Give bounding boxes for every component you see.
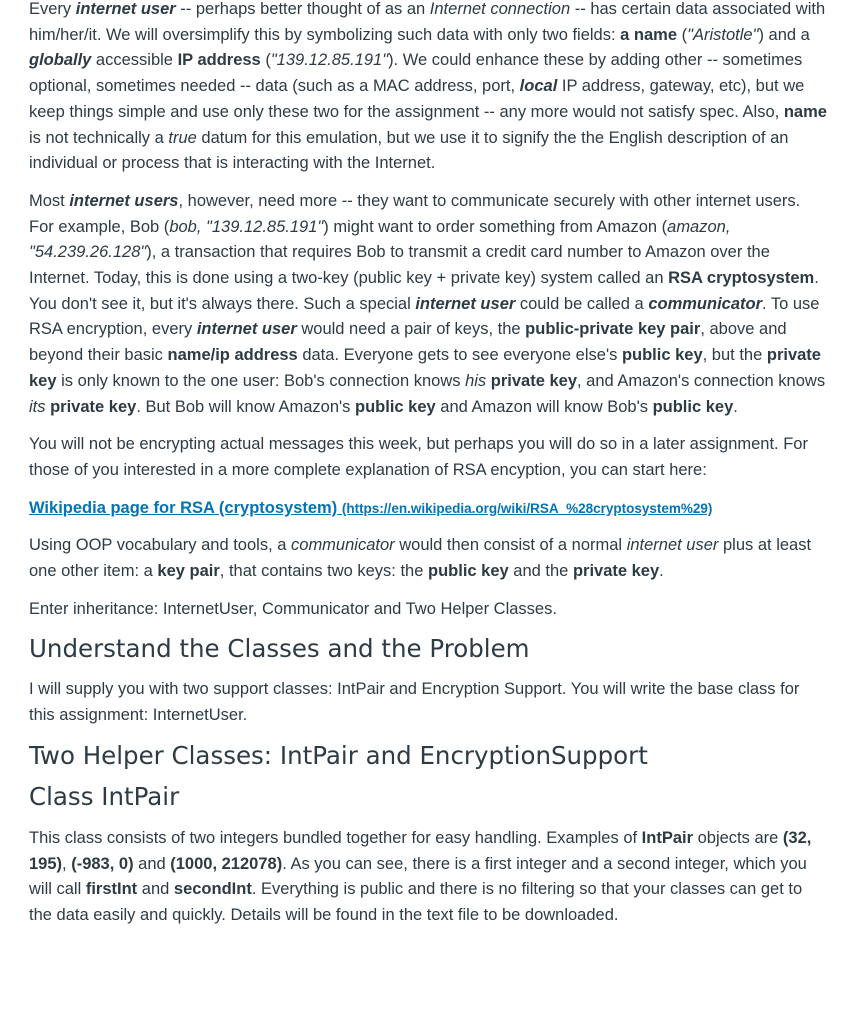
text-run: internet user [196,320,297,339]
text-run: local [519,77,558,96]
text-run: ) might want to order something from Amazon ( [323,217,668,236]
text-run: is not technically a [29,128,169,147]
text-run: I will supply you with two support classes: IntPair and Encryption Support. You will write the base class for this assignment: InternetUser. [29,680,800,725]
text-run: bob, "139.12.85.191" [169,217,324,236]
text-run: "139.12.85.191" [270,51,389,70]
text-run: "Aristotle" [687,25,759,44]
text-run: and the [508,562,573,581]
text-run: private key [29,346,821,390]
paragraph-communicator [29,189,829,420]
text-run: its [29,397,46,416]
text-run: data. Everyone gets to see everyone else's [297,346,622,365]
text-run: is only known to the one user: Bob's connection knows [56,371,466,390]
text-run: accessible [91,51,178,70]
heading-understand-classes: Understand the Classes and the Problem [29,634,530,664]
paragraph-support-classes [29,677,829,728]
heading-class-intpair: Class IntPair [29,781,180,811]
text-run: name [783,102,827,121]
text-run: . Everything is public and there is no filtering so that your classes can get to the data easily and quickly. Details will be found in the text file to be downloaded. [29,880,803,924]
text-run: , and Amazon's connection knows [577,371,826,390]
text-run: private key [490,371,578,390]
text-run: name/ip address [167,346,298,365]
text-run: globally [29,51,92,70]
text-run: ), a transaction that requires Bob to transmit a credit card number to Amazon over the Internet. Today, this is done using a two-key (public key + private key) system called an [29,243,770,288]
text-run: private key [50,397,137,416]
text-run: public key [652,397,734,416]
text-run: datum for this emulation, but we use it to signify the the English description of an individual or process that is interacting with the Internet. [29,128,789,173]
text-run: ( [677,25,688,44]
text-run: Using OOP vocabulary and tools, a [29,536,292,555]
wikipedia-rsa-link[interactable] [29,499,712,517]
text-run: key pair [157,562,220,581]
text-run: IntPair [641,828,694,847]
text-run: This class consists of two integers bundled together for easy handling. Examples of [29,828,642,847]
text-run: and [133,854,171,873]
text-run: public key [355,397,436,416]
assignment-content [29,0,829,941]
text-run: plus at least one other item: a [29,536,812,581]
text-run: true [168,128,197,147]
text-run: a name [620,25,678,44]
text-run: , that contains two keys: the [219,562,428,581]
text-run: Internet connection [429,0,571,18]
text-run: Most [29,191,70,210]
paragraph-rsa-intro [29,432,829,483]
wikipedia-link-paragraph [29,496,829,522]
text-run: firstInt [85,880,138,899]
text-run: , above and beyond their basic [29,320,787,365]
text-run: internet user [415,294,516,313]
text-run: . To use RSA encryption, every [29,294,820,339]
text-run: RSA cryptosystem [668,269,815,288]
paragraph-intpair [29,826,829,929]
text-run: his [465,371,487,390]
text-run: public key [428,562,509,581]
text-run: could be called a [515,294,649,313]
wikipedia-rsa-link-url: (https://en.wikipedia.org/wiki/RSA_%28cryptosystem%29) [341,500,713,516]
text-run: (32, 195) [29,828,812,873]
text-run: amazon, "54.239.26.128" [29,217,731,262]
text-run: You will not be encrypting actual messages this week, but perhaps you will do so in a later assignment. For those of you interested in a more complete explanation of RSA encyption, you can start here: [29,435,808,479]
text-run: IP address [177,51,261,70]
text-run: public-private key pair [525,320,701,339]
text-run: and Amazon will know Bob's [435,397,653,416]
text-run: internet users [69,191,179,210]
paragraph-internet-user [29,0,829,177]
text-run: would then consist of a normal [394,536,627,555]
paragraph-oop-vocabulary [29,533,829,584]
text-run: . [659,562,664,581]
text-run: , [62,854,72,873]
text-run: . As you can see, there is a first integer and a second integer, which you will call [29,854,807,899]
text-run: IP address, gateway, etc), but we keep things simple and use only these two for the assignment -- any more would not satisfy spec. Also, [29,77,805,121]
text-run: , however, need more -- they want to communicate securely with other internet users. For example, Bob ( [29,191,801,236]
text-run: and [137,880,174,899]
text-run: secondInt [173,880,252,899]
text-run: , but the [702,346,767,365]
text-run: private key [572,562,660,581]
text-run: -- perhaps better thought of as an [175,0,430,18]
text-run: Every [29,0,76,18]
text-run: internet user [75,0,176,18]
text-run: (1000, 212078) [170,854,283,873]
text-run: . [733,397,738,416]
text-run: Enter inheritance: InternetUser, Communicator and Two Helper Classes. [29,599,557,618]
text-run: objects are [693,828,783,847]
text-run: communicator [648,294,762,313]
text-run: -- has certain data associated with him/her/it. We will oversimplify this by symbolizing such data with only two fields: [29,0,826,44]
wikipedia-rsa-link-label: Wikipedia page for RSA (cryptosystem) [29,498,338,517]
text-run: ) and a [758,25,810,44]
text-run: ). We could enhance these by adding other -- sometimes optional, sometimes needed -- data (such as a MAC address, port, [29,51,803,96]
heading-helper-classes: Two Helper Classes: IntPair and EncryptionSupport [29,740,648,770]
text-run: . But Bob will know Amazon's [136,397,355,416]
text-run: public key [621,346,703,365]
text-run: internet user [626,536,719,555]
text-run: ( [260,51,271,70]
text-run: . You don't see it, but it's always there. Such a special [29,269,819,313]
text-run: would need a pair of keys, the [296,320,526,339]
text-run: communicator [291,536,395,555]
paragraph-inheritance [29,597,829,623]
text-run: (-983, 0) [71,854,134,873]
